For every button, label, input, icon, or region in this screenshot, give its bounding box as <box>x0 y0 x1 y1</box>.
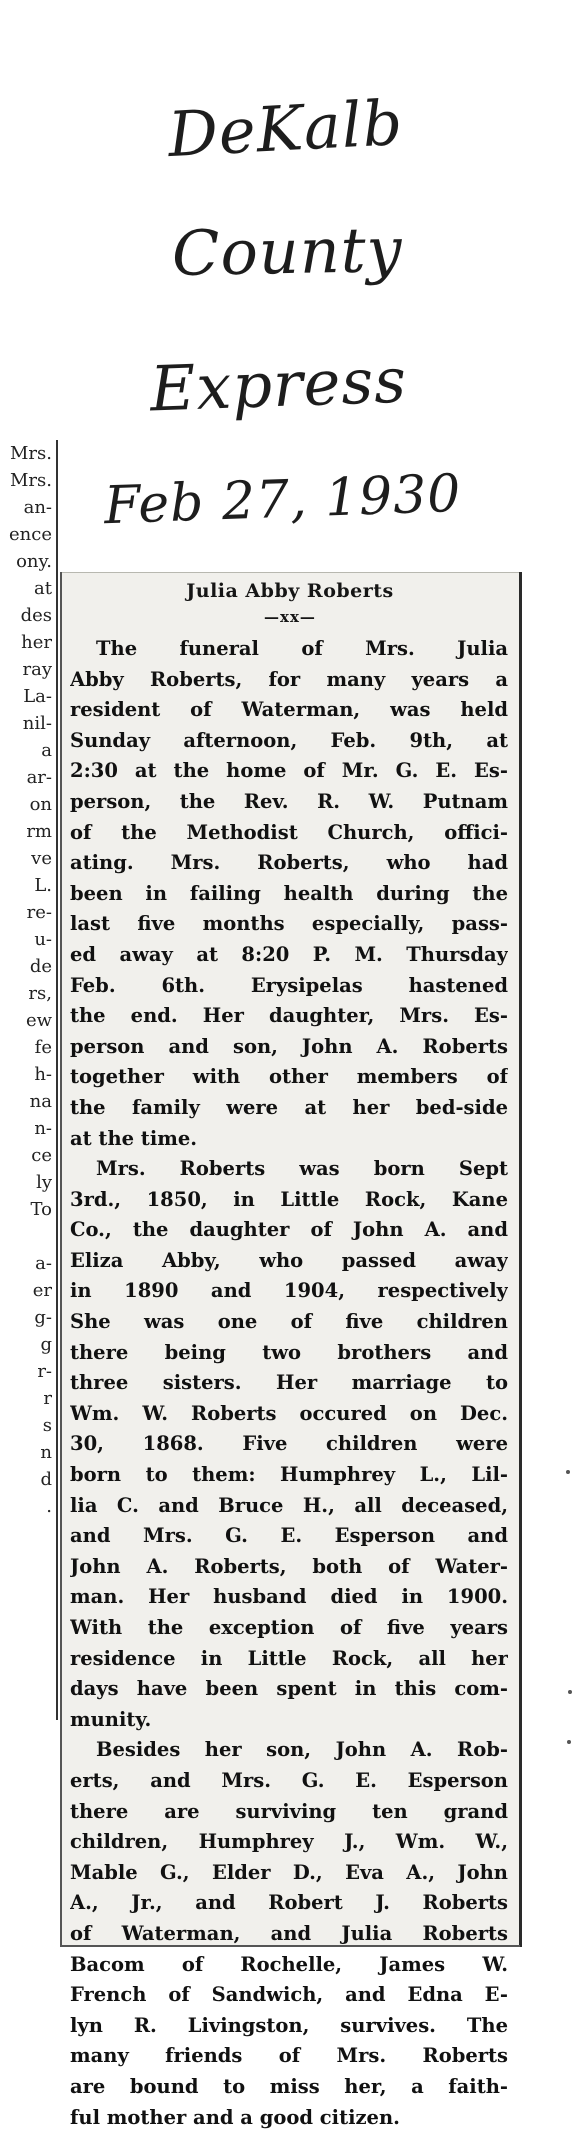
article-line: lia C. and Bruce H., all deceased, <box>70 1491 508 1522</box>
column-fragment-line: n <box>40 1439 52 1466</box>
article-line: born to them: Humphrey L., Lil- <box>70 1460 508 1491</box>
column-fragment-line: rm <box>26 818 52 845</box>
column-fragment-line: er <box>33 1277 52 1304</box>
column-fragment-line: na <box>30 1088 52 1115</box>
column-fragment-line: fe <box>35 1034 52 1061</box>
article-line: A., Jr., and Robert J. Roberts <box>70 1888 508 1919</box>
column-fragment-line: La- <box>23 683 52 710</box>
column-fragment-line: . <box>46 1493 52 1520</box>
article-body <box>70 634 508 2133</box>
column-fragment-line: ence <box>9 521 52 548</box>
column-fragment-line: ar- <box>27 764 52 791</box>
article-line: ating. Mrs. Roberts, who had <box>70 848 508 879</box>
column-fragment-line: r- <box>37 1358 52 1385</box>
article-line: Mrs. Roberts was born Sept <box>70 1154 508 1185</box>
clipping-edge <box>60 572 62 1947</box>
article-line: 30, 1868. Five children were <box>70 1429 508 1460</box>
article-line: Eliza Abby, who passed away <box>70 1246 508 1277</box>
column-fragment-line: a- <box>35 1250 52 1277</box>
column-fragment-line: on <box>30 791 52 818</box>
article-line: Sunday afternoon, Feb. 9th, at <box>70 726 508 757</box>
scan-speck <box>566 1470 570 1474</box>
obituary-clipping <box>60 572 520 1947</box>
column-fragment-line: ve <box>31 845 52 872</box>
column-fragment-line: ly <box>36 1169 52 1196</box>
article-line: 2:30 at the home of Mr. G. E. Es- <box>70 756 508 787</box>
article-line: last five months especially, pass- <box>70 909 508 940</box>
column-fragment-line: L. <box>34 872 52 899</box>
article-line: Bacom of Rochelle, James W. <box>70 1950 508 1981</box>
article-line: Co., the daughter of John A. and <box>70 1215 508 1246</box>
handwritten-newspaper-name-line2: County <box>171 213 403 290</box>
headline-separator: —xx— <box>60 608 520 626</box>
article-line: Besides her son, John A. Rob- <box>70 1735 508 1766</box>
adjacent-column-fragment <box>0 440 60 1720</box>
column-fragment-line: ce <box>31 1142 52 1169</box>
handwritten-newspaper-name-line1: DeKalb <box>166 86 405 171</box>
column-fragment-line: g <box>40 1331 52 1358</box>
article-line: together with other members of <box>70 1062 508 1093</box>
column-fragment-line: des <box>21 602 52 629</box>
column-fragment-line: ray <box>22 656 52 683</box>
article-line: Abby Roberts, for many years a <box>70 665 508 696</box>
article-line: there being two brothers and <box>70 1338 508 1369</box>
column-fragment-line: r <box>43 1385 52 1412</box>
column-fragment-line: n- <box>34 1115 52 1142</box>
article-line: John A. Roberts, both of Water- <box>70 1552 508 1583</box>
article-line: resident of Waterman, was held <box>70 695 508 726</box>
column-fragment-line: s <box>43 1412 52 1439</box>
article-line: many friends of Mrs. Roberts <box>70 2041 508 2072</box>
column-fragment-line: u- <box>34 926 52 953</box>
article-line: The funeral of Mrs. Julia <box>70 634 508 665</box>
article-line: Mable G., Elder D., Eva A., John <box>70 1858 508 1889</box>
article-line: residence in Little Rock, all her <box>70 1644 508 1675</box>
column-fragment-line: re- <box>27 899 52 926</box>
article-line: 3rd., 1850, in Little Rock, Kane <box>70 1185 508 1216</box>
column-fragment-line: h- <box>34 1061 52 1088</box>
article-line: lyn R. Livingston, survives. The <box>70 2011 508 2042</box>
article-line: days have been spent in this com- <box>70 1674 508 1705</box>
column-fragment-line: nil- <box>23 710 52 737</box>
handwritten-newspaper-name-line3: Express <box>149 344 408 426</box>
article-line: of the Methodist Church, offici- <box>70 818 508 849</box>
column-fragment-line: de <box>30 953 52 980</box>
article-line: person and son, John A. Roberts <box>70 1032 508 1063</box>
article-line: the family were at her bed-side <box>70 1093 508 1124</box>
scan-speck <box>567 1740 571 1744</box>
article-line: Wm. W. Roberts occured on Dec. <box>70 1399 508 1430</box>
column-fragment-line: ew <box>26 1007 52 1034</box>
article-line: man. Her husband died in 1900. <box>70 1582 508 1613</box>
article-line: erts, and Mrs. G. E. Esperson <box>70 1766 508 1797</box>
column-fragment-line: a <box>41 737 52 764</box>
article-line: ed away at 8:20 P. M. Thursday <box>70 940 508 971</box>
article-line: person, the Rev. R. W. Putnam <box>70 787 508 818</box>
column-fragment-line: To <box>31 1196 52 1223</box>
article-line: French of Sandwich, and Edna E- <box>70 1980 508 2011</box>
article-line: three sisters. Her marriage to <box>70 1368 508 1399</box>
article-line: ful mother and a good citizen. <box>70 2103 508 2133</box>
column-fragment-line: Mrs. <box>10 467 52 494</box>
article-line: the end. Her daughter, Mrs. Es- <box>70 1001 508 1032</box>
column-fragment-line: an- <box>24 494 52 521</box>
column-fragment-line: at <box>34 575 52 602</box>
article-line: in 1890 and 1904, respectively <box>70 1276 508 1307</box>
column-fragment-line: d <box>40 1466 52 1493</box>
article-line: there are surviving ten grand <box>70 1797 508 1828</box>
article-line: are bound to miss her, a faith- <box>70 2072 508 2103</box>
handwritten-date: Feb 27, 1930 <box>103 464 462 536</box>
column-fragment-line: her <box>21 629 52 656</box>
article-headline: Julia Abby Roberts <box>60 580 520 602</box>
column-fragment-line: g- <box>34 1304 52 1331</box>
article-line: munity. <box>70 1705 508 1736</box>
scan-speck <box>568 1690 572 1694</box>
column-fragment-line: Mrs. <box>10 440 52 467</box>
article-line: Feb. 6th. Erysipelas hastened <box>70 971 508 1002</box>
article-line: With the exception of five years <box>70 1613 508 1644</box>
article-line: She was one of five children <box>70 1307 508 1338</box>
article-line: and Mrs. G. E. Esperson and <box>70 1521 508 1552</box>
article-line: been in failing health during the <box>70 879 508 910</box>
column-fragment-line: rs, <box>28 980 52 1007</box>
clipping-edge <box>519 572 522 1947</box>
column-rule <box>56 440 58 1720</box>
article-line: children, Humphrey J., Wm. W., <box>70 1827 508 1858</box>
column-fragment-line: ony. <box>16 548 52 575</box>
article-line: of Waterman, and Julia Roberts <box>70 1919 508 1950</box>
article-line: at the time. <box>70 1124 508 1155</box>
